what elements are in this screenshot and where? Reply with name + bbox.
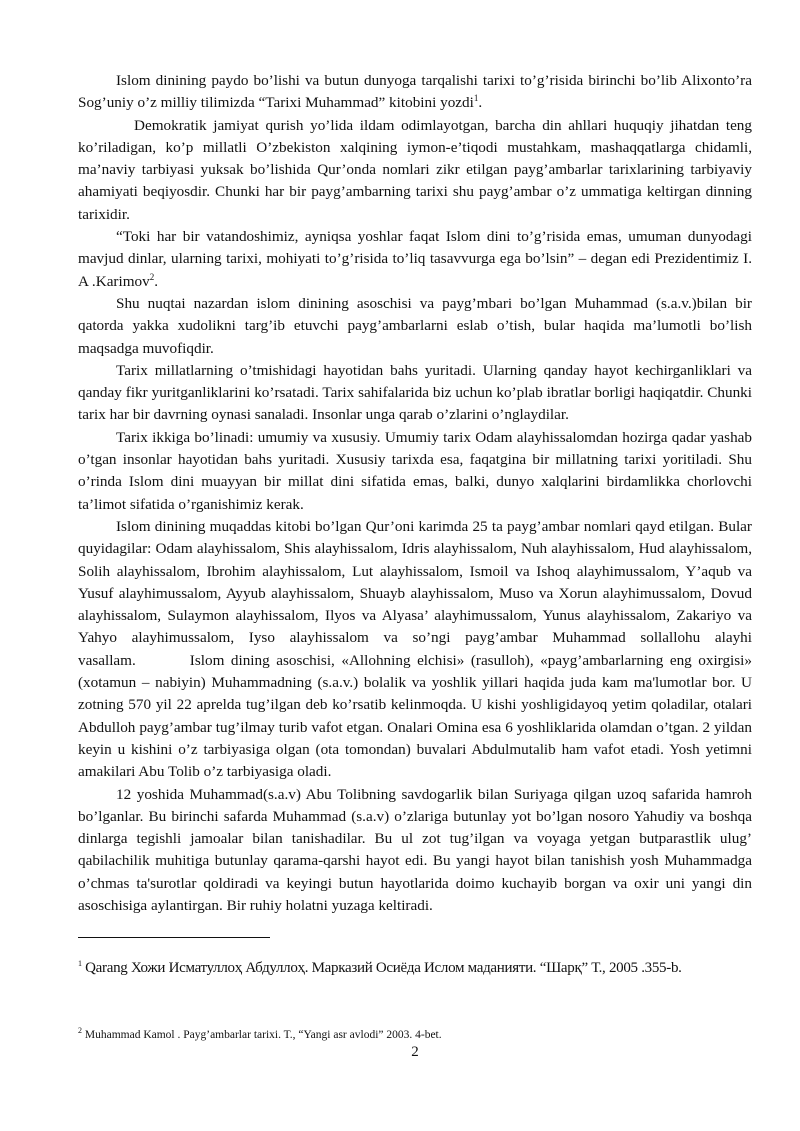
footnote-1 [78, 960, 752, 977]
paragraph-continuation: Islom dining asoschisi, «Allohning elchisi» (rasulloh), «payg’ambarlarning eng oxirgisi» (xotamun – nabiyin) Muhammadning (s.a.v.) bolalik va yoshlik yillari haqida juda kam ma'lumotlar bor. U zotning 570 yil 22 aprelda tug’ilgan deb ko’rsatib kelinmoqda. U kishi yoshligidayoq yetim qoladilar, otalari Abdulloh payg’ambar tug’ilmay turib vafot etgan. Onalari Omina esa 6 yoshliklarida olamdan o’tgan. 2 yildan keyin u kishini o’z tarbiyasiga olgan (ota tomondan) buvalari Abdulmutalib ham vafot etadi. Yosh yetimni amakilari Abu Tolib o’z tarbiyasiga oladi. [78, 651, 752, 781]
paragraph-3 [78, 226, 752, 293]
footnote-ref-2[interactable]: 2 [149, 271, 155, 282]
paragraph-2: Demokratik jamiyat qurish yo’lida ildam odimlayotgan, barcha din ahllari huquqiy jihatdan teng ko’riladigan, ko’p millatli O’zbekiston xalqining iymon-e’tiqodi mustahkam, mashaqqatlarga chidamli, ma’naviy tarbiyasi yuksak bo’lishida Qur’onda nomlari zikr etilgan payg’ambarlar tarixlarining tarbiyaviy ahamiyati beqiyosdir. Chunki har bir payg’ambarning tarixi shu payg’ambar o’z ummatiga keltirgan dinning tarixidir. [78, 116, 752, 223]
paragraph-4: Shu nuqtai nazardan islom dinining asoschisi va payg’mbari bo’lgan Muhammad (s.a.v.)bilan bir qatorda yakka xudolikni targ’ib etuvchi payg’ambarlarni eslab o’tish, bular haqida ma’lumotli bo’lish maqsadga muvofiqdir. [78, 294, 752, 357]
paragraph-tail: . [478, 94, 483, 112]
paragraph-7 [78, 516, 752, 784]
paragraph-text: Islom dinining paydo bo’lishi va butun dunyoga tarqalishi tarixi to’g’risida birinchi bo’lib Alixonto’ra Sog’uniy o’z milliy tilimizda “Tarixi Muhammad” kitobini yozdi [78, 72, 752, 112]
page-number: 2 [411, 1044, 419, 1060]
footnote-text: Muhammad Kamol . Payg’ambarlar tarixi. T., “Yangi asr avlodi” 2003. 4-bet. [82, 1029, 442, 1041]
footnote-mark: 2 [78, 1026, 82, 1036]
footnote-separator [78, 937, 270, 938]
paragraph-5: Tarix millatlarning o’tmishidagi hayotidan bahs yuritadi. Ularning qanday hayot kechirganliklari va qanday fikr yuritganliklarini ko’rsatadi. Tarix sahifalarida biz uchun ko’plab ibratlar borligi haqiqatdir. Chunki tarix har bir davrning oynasi sanaladi. Insonlar unga qarab o’zlarini o’nglaydilar. [78, 361, 752, 424]
paragraph-6: Tarix ikkiga bo’linadi: umumiy va xususiy. Umumiy tarix Odam alayhissalomdan hozirga qadar yashab o’tgan insonlar hayotidan bahs yuritadi. Xususiy tarixda esa, faqatgina bir millatning tarixi yoritiladi. Shu o’rinda Islom dini muayyan bir millat dini sifatida emas, balki, dunyo xalqlarini birdamlikka chorlovchi ta’limot sifatida o’rganishimiz kerak. [78, 428, 752, 513]
paragraph-1 [78, 70, 752, 115]
document-page [78, 70, 752, 1120]
paragraph-8: 12 yoshida Muhammad(s.a.v) Abu Tolibning savdogarlik bilan Suriyaga qilgan uzoq safarida hamroh bo’lganlar. Bu birinchi safarda Muhammad (s.a.v) o’zlariga butunlay yot bo’lgan nosoro Yahudiy va boshqa dinlarga tegishli jamoalar bilan tanishadilar. Bu ul zot tug’ilgan va voyaga yetgan butparastlik ulug’ qabilachilik muhitiga butunlay qarama-qarshi hayot edi. Bu yangi hayot bilan tanishish yosh Muhammadga o’chmas ta'surotlar qoldiradi va keyingi butun hayotlarida doimo kuchayib borgan va oxir uni yangi din asoschisiga aylantirgan. Bir ruhiy holatni yuzaga keltiradi. [78, 785, 752, 914]
footnote-ref-1[interactable]: 1 [473, 93, 479, 104]
footnote-2 [78, 1026, 752, 1041]
paragraph-text: Islom dinining muqaddas kitobi bo’lgan Qur’oni karimda 25 ta payg’ambar nomlari qayd etilgan. Bular quyidagilar: Odam alayhissalom, Shis alayhissalom, Idris alayhissalom, Nuh alayhissalom, Hud alayhissalom, Solih alayhissalom, Ibrohim alayhissalom, Lut alayhissalom, Ismoil va Ishoq alayhimussalom, Y’aqub va Yusuf alayhimussalom, Ayyub alayhissalom, Shuayb alayhissalom, Muso va Xorun alayhimussalom, Dovud alayhissalom, Sulaymon alayhissalom, Ilyos va Alyasa’ alayhimussalom, Yunus alayhissalom, Zakariyo va Yahyo alayhimussalom, Iyso alayhissalom va so’ngi payg’ambar Muhammad sollallohu alayhi vasallam. [78, 517, 752, 669]
paragraph-text: “Toki har bir vatandoshimiz, ayniqsa yoshlar faqat Islom dini to’g’risida emas, umuman dunyodagi mavjud dinlar, ularning tarixi, mohiyati to’g’risida to’liq tasavvurga ega bo’lsin” – degan edi Prezidentimiz I. A .Karimov [78, 228, 752, 290]
footnote-text: Qarang Хожи Исматуллоҳ Абдуллоҳ. Марказий Осиёда Ислом маданияти. “Шарқ” Т., 2005 .355-b. [81, 960, 682, 976]
footnote-mark: 1 [78, 959, 82, 968]
paragraph-tail: . [154, 272, 159, 290]
